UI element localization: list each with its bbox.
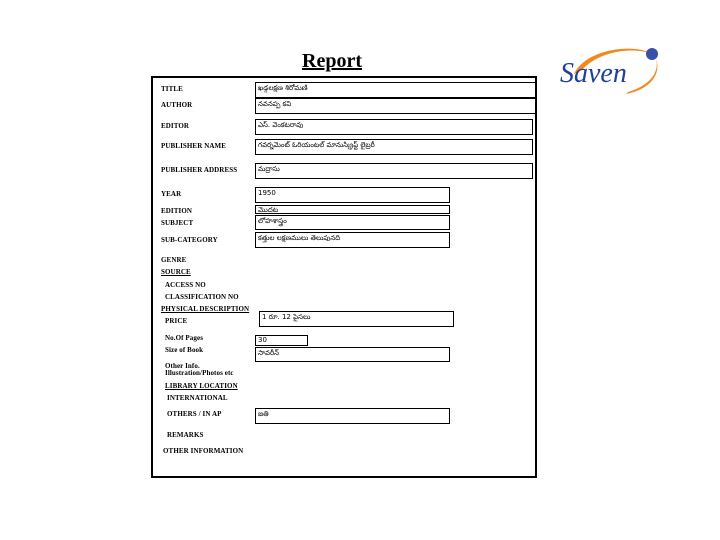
title-label: TITLE xyxy=(161,85,183,93)
price-label: PRICE xyxy=(165,317,188,325)
physical-description-label: PHYSICAL DESCRIPTION xyxy=(161,305,250,313)
subject-label: SUBJECT xyxy=(161,219,194,227)
price-field: 1 రూ. 12 పైసలు xyxy=(259,311,454,327)
publisher-address-field: మద్రాసు xyxy=(255,163,533,179)
report-form xyxy=(151,76,537,478)
sub-category-label: SUB-CATEGORY xyxy=(161,236,218,244)
sub-category-field: కత్తుల లక్షణములు తెలుపునది xyxy=(255,232,450,248)
classification-no-label: CLASSIFICATION NO xyxy=(165,293,239,301)
author-label: AUTHOR xyxy=(161,101,193,109)
editor-field: ఎస్. వెంకటరావు xyxy=(255,119,533,135)
no-of-pages-field: 30 xyxy=(255,335,308,346)
genre-label: GENRE xyxy=(161,256,187,264)
international-label: INTERNATIONAL xyxy=(167,394,228,402)
logo-dot xyxy=(646,48,658,60)
edition-field: మొదట xyxy=(255,205,450,214)
remarks-label: REMARKS xyxy=(167,431,204,439)
report-title: Report xyxy=(302,50,362,72)
year-label: YEAR xyxy=(161,190,182,198)
other-info-label: Other Info. xyxy=(165,362,200,370)
subject-field: లోహశాస్త్రం xyxy=(255,215,450,230)
saven-logo xyxy=(556,40,666,100)
editor-label: EDITOR xyxy=(161,122,190,130)
other-information-label: OTHER INFORMATION xyxy=(163,447,244,455)
others-in-ap-field: జతి xyxy=(255,408,450,424)
source-label: SOURCE xyxy=(161,268,191,276)
year-field: 1950 xyxy=(255,187,450,203)
size-of-book-field: సావరీన్ xyxy=(255,347,450,362)
publisher-address-label: PUBLISHER ADDRESS xyxy=(161,166,238,174)
publisher-name-label: PUBLISHER NAME xyxy=(161,142,226,150)
author-field: నవనప్ప కవి xyxy=(255,98,536,114)
title-field: ఖడ్గలక్షణ శిరోమణి xyxy=(255,82,536,98)
access-no-label: ACCESS NO xyxy=(165,281,206,289)
publisher-name-field: గవర్నమెంట్ ఓరియంటల్ మానుస్క్రిప్ట్ లైబ్రరీ xyxy=(255,139,533,155)
library-location-label: LIBRARY LOCATION xyxy=(165,382,238,390)
size-of-book-label: Size of Book xyxy=(165,346,204,354)
no-of-pages-label: No.Of Pages xyxy=(165,334,204,342)
edition-label: EDITION xyxy=(161,207,193,215)
illustration-label: Illustration/Photos etc xyxy=(165,369,234,377)
logo-text: Saven xyxy=(560,58,627,89)
others-in-ap-label: OTHERS / IN AP xyxy=(167,410,222,418)
